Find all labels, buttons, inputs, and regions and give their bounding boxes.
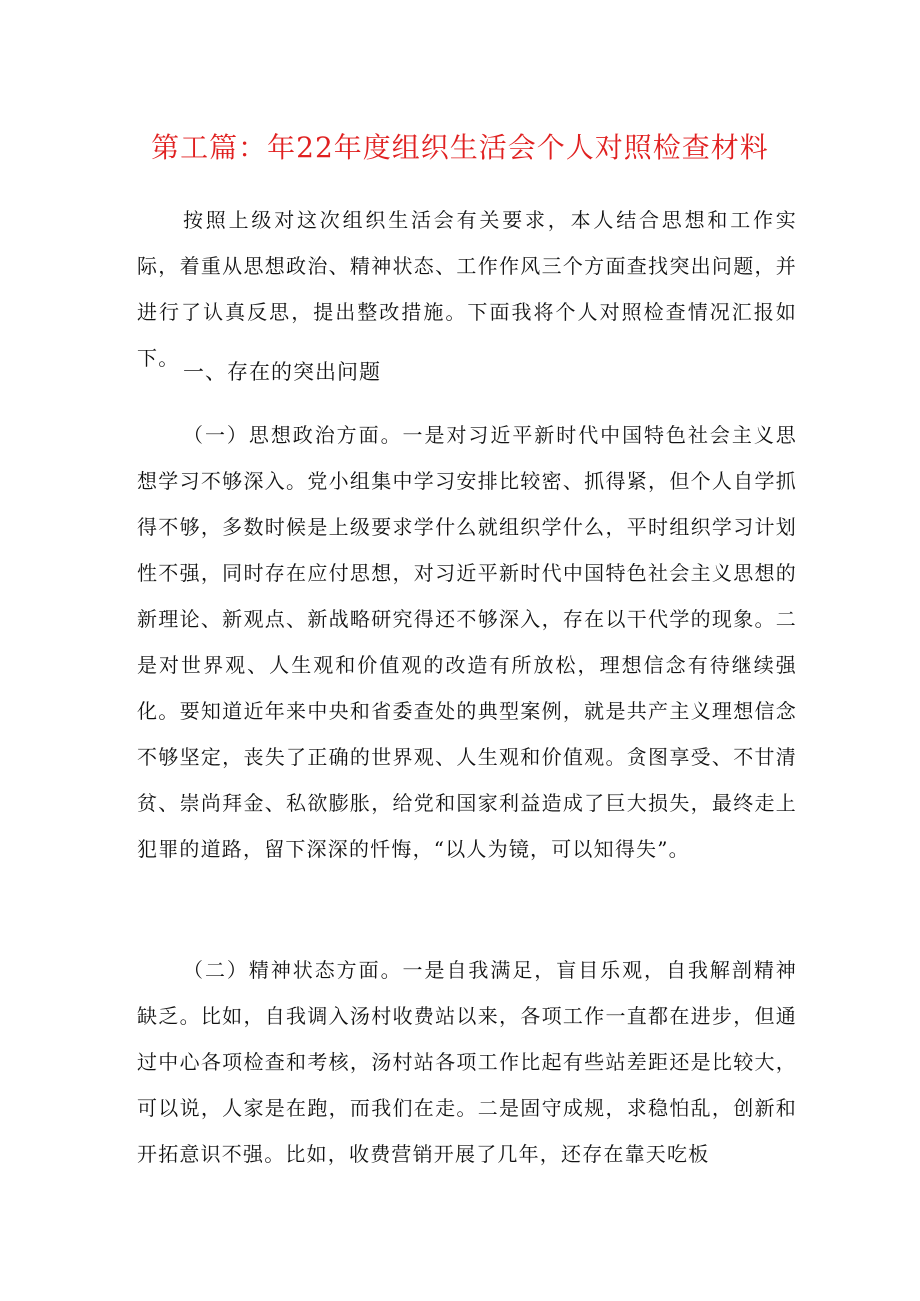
- paragraph-ideology: （一）思想政治方面。一是对习近平新时代中国特色社会主义思想学习不够深入。党小组集中学习安排比较密、抓得紧，但个人自学抓得不够，多数时候是上级要求学什么就组织学什么，平时组织学习计划性不强，同时存在应付思想，对习近平新时代中国特色社会主义思想的新理论、新观点、新战略研究得还不够深入，存在以干代学的现象。二是对世界观、人生观和价值观的改造有所放松，理想信念有待继续强化。要知道近年来中央和省委查处的典型案例，就是共产主义理想信念不够坚定，丧失了正确的世界观、人生观和价值观。贪图享受、不甘清贫、崇尚拜金、私欲膨胀，给党和国家利益造成了巨大损失，最终走上犯罪的道路，留下深深的忏悔，“以人为镜，可以知得失”。: [137, 423, 797, 861]
- document-title: 第工篇：年22年度组织生活会个人对照检查材料: [151, 131, 769, 164]
- intro-paragraph: 按照上级对这次组织生活会有关要求，本人结合思想和工作实际，着重从思想政治、精神状态、工作作风三个方面查找突出问题，并进行了认真反思，提出整改措施。下面我将个人对照检查情况汇报如下。: [137, 208, 797, 370]
- section-heading: 一、存在的突出问题: [183, 360, 381, 384]
- paragraph-mental-state: （二）精神状态方面。一是自我满足，盲目乐观，自我解剖精神缺乏。比如，自我调入汤村收费站以来，各项工作一直都在进步，但通过中心各项检查和考核，汤村站各项工作比起有些站差距还是比较大，可以说，人家是在跑，而我们在走。二是固守成规，求稳怕乱，创新和开拓意识不强。比如，收费营销开展了几年，还存在靠天吃板: [137, 958, 797, 1166]
